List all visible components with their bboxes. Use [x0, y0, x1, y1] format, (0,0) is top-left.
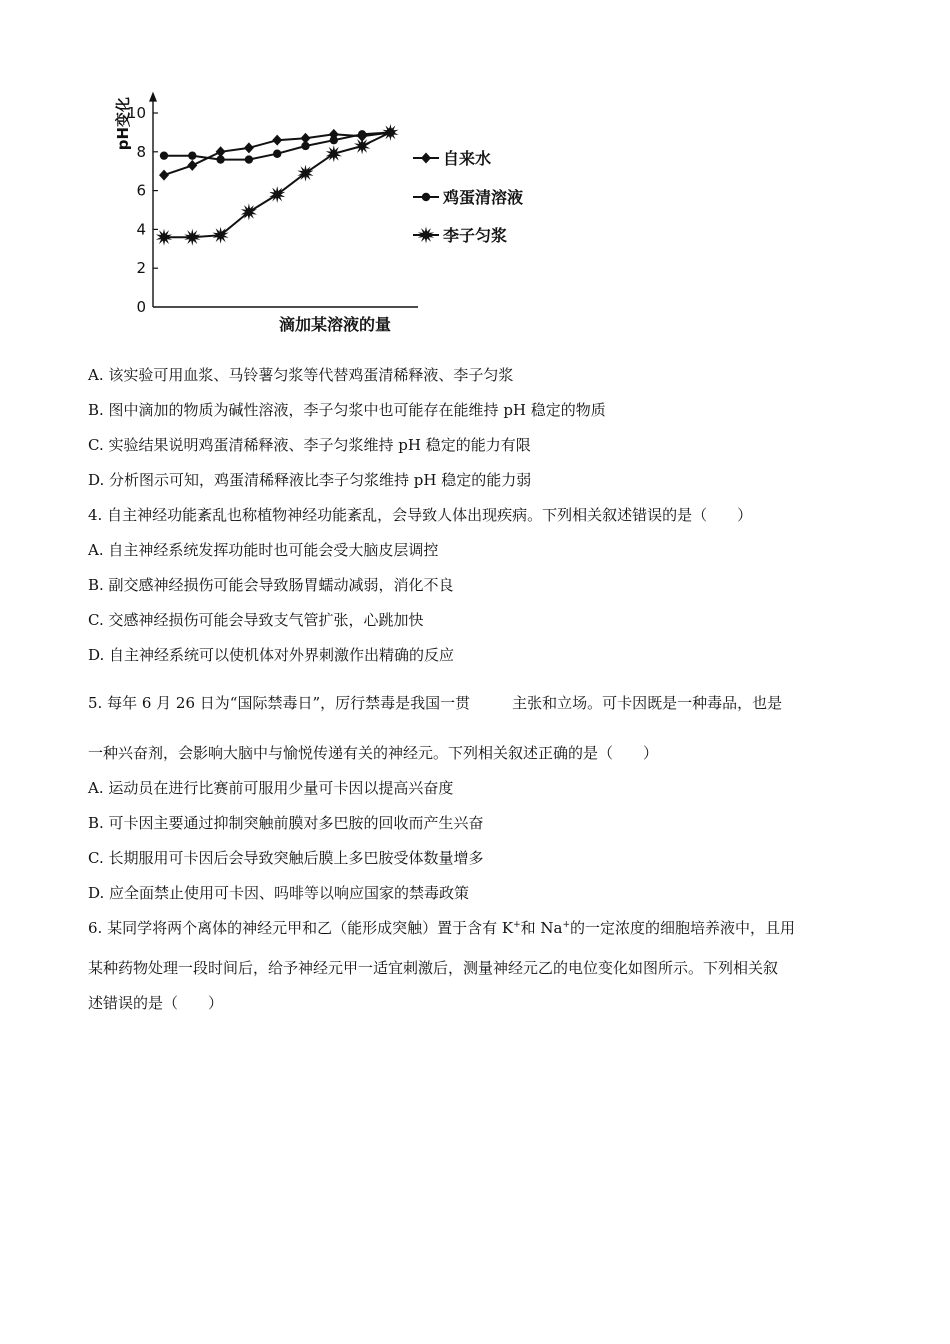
q6-sup-k: +: [513, 920, 521, 930]
q4-option-c: C. 交感神经损伤可能会导致支气管扩张，心跳加快: [88, 611, 424, 629]
q4-stem: 4. 自主神经功能紊乱也称植物神经功能紊乱，会导致人体出现疾病。下列相关叙述错误的是（ ）: [88, 506, 753, 524]
q6-text-c: 的一定浓度的细胞培养液中，且用: [570, 919, 796, 937]
data-point-circle: [188, 151, 196, 159]
q5-option-c: C. 长期服用可卡因后会导致突触后膜上多巴胺受体数量增多: [88, 849, 484, 867]
q3-option-d: D. 分析图示可知，鸡蛋清稀释液比李子匀浆维持 pH 稳定的能力弱: [88, 471, 532, 489]
data-point-star: [297, 165, 313, 182]
q5-stem-line1: [88, 693, 782, 713]
data-point-star: [354, 138, 370, 155]
chart-axes: [114, 92, 418, 334]
y-tick-label: 4: [136, 220, 146, 239]
q6-sup-na: +: [562, 920, 570, 930]
legend-marker-circle: [422, 193, 430, 201]
q5-stem-line2: 一种兴奋剂，会影响大脑中与愉悦传递有关的神经元。下列相关叙述正确的是（ ）: [88, 744, 659, 762]
legend-label: 鸡蛋清溶液: [443, 188, 524, 207]
legend-label: 自来水: [443, 149, 492, 168]
chart-series: [156, 124, 399, 246]
q6-text-b: 和 Na: [520, 919, 563, 937]
x-axis-label: 滴加某溶液的量: [278, 315, 392, 334]
y-tick-label: 6: [136, 181, 146, 200]
data-point-diamond: [244, 142, 254, 153]
q5-stem-part1: 5. 每年 6 月 26 日为“国际禁毒日”，厉行禁毒是我国一贯: [88, 694, 471, 712]
data-point-circle: [245, 155, 253, 163]
data-point-star: [326, 145, 342, 162]
data-point-diamond: [187, 160, 197, 171]
q4-option-a: A. 自主神经系统发挥功能时也可能会受大脑皮层调控: [88, 541, 439, 559]
data-point-circle: [160, 151, 168, 159]
q5-option-d: D. 应全面禁止使用可卡因、吗啡等以响应国家的禁毒政策: [88, 884, 470, 902]
q5-option-b: B. 可卡因主要通过抑制突触前膜对多巴胺的回收而产生兴奋: [88, 814, 484, 832]
y-tick-label: 2: [136, 259, 146, 278]
q3-option-c: C. 实验结果说明鸡蛋清稀释液、李子匀浆维持 pH 稳定的能力有限: [88, 436, 531, 454]
q6-stem-line2: 某种药物处理一段时间后，给予神经元甲一适宜刺激后，测量神经元乙的电位变化如图所示。下列相关叙: [88, 959, 779, 977]
q4-option-b: B. 副交感神经损伤可能会导致肠胃蠕动减弱，消化不良: [88, 576, 454, 594]
q6-stem-line1: [88, 918, 795, 938]
ph-line-chart: [100, 72, 560, 342]
q5-option-a: A. 运动员在进行比赛前可服用少量可卡因以提高兴奋度: [88, 779, 454, 797]
data-point-diamond: [272, 135, 282, 146]
data-point-star: [269, 186, 285, 203]
y-axis-label: pH变化: [114, 96, 132, 151]
chart-legend: [413, 149, 523, 245]
y-tick-label: 8: [136, 142, 146, 161]
q4-option-d: D. 自主神经系统可以使机体对外界刺激作出精确的反应: [88, 646, 455, 664]
q3-option-a: A. 该实验可用血浆、马铃薯匀浆等代替鸡蛋清稀释液、李子匀浆: [88, 366, 514, 384]
q6-stem-line3: 述错误的是（ ）: [88, 994, 224, 1012]
data-point-diamond: [159, 170, 169, 181]
legend-item-circle: [413, 188, 523, 207]
data-point-circle: [330, 136, 338, 144]
data-point-circle: [216, 155, 224, 163]
q5-stem-part2: 主张和立场。可卡因既是一种毒品，也是: [512, 694, 783, 712]
legend-item-diamond: [413, 149, 491, 168]
data-point-circle: [301, 142, 309, 150]
data-point-circle: [358, 130, 366, 138]
legend-item-star: [413, 226, 507, 245]
legend-marker-diamond: [421, 153, 431, 164]
q3-option-b: B. 图中滴加的物质为碱性溶液，李子匀浆中也可能存在能维持 pH 稳定的物质: [88, 401, 606, 419]
y-tick-label: 0: [136, 298, 146, 316]
y-tick-label: 10: [126, 104, 146, 122]
q6-text-a: 6. 某同学将两个离体的神经元甲和乙（能形成突触）置于含有 K: [88, 919, 514, 937]
data-point-circle: [273, 150, 281, 158]
y-axis-arrow: [149, 92, 157, 102]
legend-label: 李子匀浆: [443, 226, 508, 245]
